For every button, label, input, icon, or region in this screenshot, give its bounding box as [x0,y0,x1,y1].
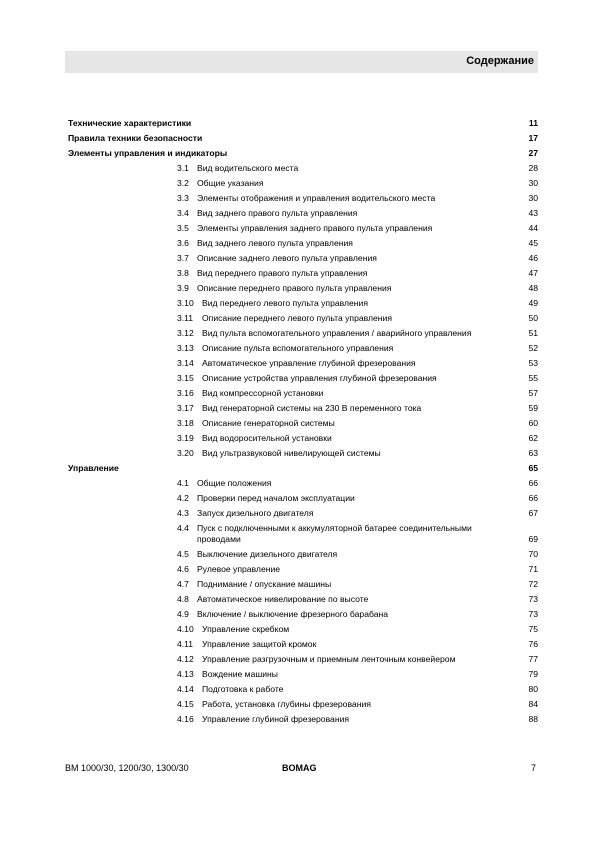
toc-entry-title: Управление глубиной фрезерования [202,713,350,724]
toc-section-number: 3.5 [177,223,189,233]
toc-page-number: 30 [528,178,538,188]
toc-section-number: 3.1 [177,163,189,173]
toc-entry-title: Вид генераторной системы на 230 В переменного тока [202,403,422,413]
toc-page-number: 79 [528,668,538,679]
toc-section-number: 3.3 [177,193,189,203]
header-bar [65,51,538,73]
toc-page-number: 57 [528,388,538,398]
toc-section-number: 3.4 [177,208,189,218]
toc-section-number: 3.20 [177,448,194,458]
toc-entry-title: Описание пульта вспомогательного управления [202,343,394,353]
toc-entry-title: Правила техники безопасности [68,133,203,143]
toc-page-number: 46 [528,253,538,263]
toc-page-number: 77 [528,653,538,664]
toc-section-number: 4.14 [177,683,194,694]
toc-entry-title: Описание переднего левого пульта управления [202,313,392,323]
toc-section-number: 3.6 [177,238,189,248]
toc-section-number: 3.15 [177,373,194,383]
toc-page-number: 11 [528,118,538,128]
footer-page-number: 7 [530,763,536,773]
toc-page-number: 45 [528,238,538,248]
toc-entry-title: Вид компрессорной установки [202,388,324,398]
toc-section-number: 4.5 [177,548,189,559]
toc-entry-title: Вождение машины [202,668,278,679]
toc-page-number: 43 [528,208,538,218]
toc-entry-title: Описание генераторной системы [202,418,335,428]
toc-section-number: 3.11 [177,313,194,323]
toc-page-number: 69 [528,534,538,544]
toc-section-number: 3.18 [177,418,194,428]
toc-page-number: 17 [528,133,538,143]
toc-page-number: 62 [528,433,538,443]
toc-entry-title: Технические характеристики [68,118,192,128]
toc-entry-title: Рулевое управление [197,563,281,574]
toc-entry-title: Вид водоросительной установки [202,433,332,443]
toc-page-number: 44 [528,223,538,233]
toc-section-number: 4.12 [177,653,194,664]
toc-page-number: 53 [528,358,538,368]
toc-entry-title: Проверки перед началом эксплуатации [197,493,355,503]
toc-page-number: 76 [528,638,538,649]
toc-entry-title: Управление скребком [202,623,290,634]
toc-section-number: 4.1 [177,478,189,488]
toc-section-number: 3.16 [177,388,194,398]
toc-page-number: 59 [528,403,538,413]
toc-entry-title: Общие указания [197,178,264,188]
toc-section-number: 3.17 [177,403,194,413]
toc-entry-title: Элементы управления и индикаторы [68,148,228,158]
toc-entry-title: Работа, установка глубины фрезерования [202,698,371,709]
toc-section-number: 4.4 [177,523,189,533]
toc-page-number: 73 [528,608,538,619]
toc-page-number: 70 [528,548,538,559]
toc-section-number: 4.7 [177,578,189,589]
toc-section-number: 3.8 [177,268,189,278]
toc-page-number: 47 [528,268,538,278]
toc-entry-title: Автоматическое управление глубиной фрезерования [202,358,416,368]
toc-page-number: 80 [528,683,538,694]
toc-entry-title: Описание устройства управления глубиной фрезерования [202,373,437,383]
toc-entry-title: Выключение дизельного двигателя [197,548,338,559]
toc-page-number: 50 [528,313,538,323]
toc-section-number: 4.10 [177,623,194,634]
toc-page-number: 72 [528,578,538,589]
toc-section-number: 4.8 [177,593,189,604]
toc-entry-title: Вид заднего правого пульта управления [197,208,358,218]
footer-model: BM 1000/30, 1200/30, 1300/30 [65,763,189,773]
toc-entry-title: Подготовка к работе [202,683,284,694]
toc-entry-title: Элементы отображения и управления водительского места [197,193,436,203]
toc-entry-title: Автоматическое нивелирование по высоте [197,593,369,604]
footer-brand: BOMAG [282,763,317,773]
toc-page-number: 28 [528,163,538,173]
toc-entry-title: Общие положения [197,478,272,488]
toc-entry-title: Вид ультразвуковой нивелирующей системы [202,448,381,458]
toc-entry-title: Вид водительского места [197,163,299,173]
toc-entry-title: Включение / выключение фрезерного барабана [197,608,389,619]
toc-page-number: 73 [528,593,538,604]
toc-section-number: 3.7 [177,253,189,263]
toc-section-number: 4.9 [177,608,189,619]
toc-page-number: 51 [528,328,538,338]
toc-section-number: 3.10 [177,298,194,308]
toc-entry-title: Вид заднего левого пульта управления [197,238,353,248]
toc-section-number: 4.2 [177,493,189,503]
toc-page-number: 60 [528,418,538,428]
toc-page-number: 27 [528,148,538,158]
toc-section-number: 4.13 [177,668,194,679]
toc-page-number: 84 [528,698,538,709]
toc-section-number: 4.16 [177,713,194,724]
toc-page-number: 88 [528,713,538,724]
toc-page-number: 52 [528,343,538,353]
toc-section-number: 3.13 [177,343,194,353]
toc-section-number: 4.15 [177,698,194,709]
toc-page-number: 75 [528,623,538,634]
toc-section-number: 3.19 [177,433,194,443]
toc-section-number: 3.9 [177,283,189,293]
toc-page-number: 63 [528,448,538,458]
toc-section-number: 3.12 [177,328,194,338]
toc-entry-title: Поднимание / опускание машины [197,578,332,589]
page-title: Содержание [466,55,534,67]
toc-entry-title: Описание заднего левого пульта управления [197,253,377,263]
toc-page-number: 66 [528,493,538,503]
toc-section-number: 4.6 [177,563,189,574]
toc-entry-title: Вид переднего левого пульта управления [202,298,369,308]
toc-entry-title: Запуск дизельного двигателя [197,508,314,518]
toc-page-number: 55 [528,373,538,383]
toc-page-number: 66 [528,478,538,488]
toc-section-number: 4.3 [177,508,189,518]
toc-page-number: 71 [528,563,538,574]
toc-section-number: 3.2 [177,178,189,188]
toc-page-number: 48 [528,283,538,293]
toc-page-number: 49 [528,298,538,308]
toc-entry-title: Управление защитой кромок [202,638,317,649]
toc-section-number: 4.11 [177,638,194,649]
toc-entry-title: Вид переднего правого пульта управления [197,268,368,278]
toc-page-number: 30 [528,193,538,203]
toc-section-number: 3.14 [177,358,194,368]
toc-entry-title: Описание переднего правого пульта управления [197,283,392,293]
toc-entry-title: Управление [68,463,119,473]
toc-page-number: 65 [528,463,538,473]
toc-page-number: 67 [528,508,538,518]
toc-entry-title: Управление разгрузочным и приемным ленточным конвейером [202,653,456,664]
toc-entry-title: Вид пульта вспомогательного управления / аварийного управления [202,328,472,338]
toc-entry-title: Пуск с подключенными к аккумуляторной батарее соединительными проводами [197,523,472,544]
toc-entry-title: Элементы управления заднего правого пульта управления [197,223,433,233]
